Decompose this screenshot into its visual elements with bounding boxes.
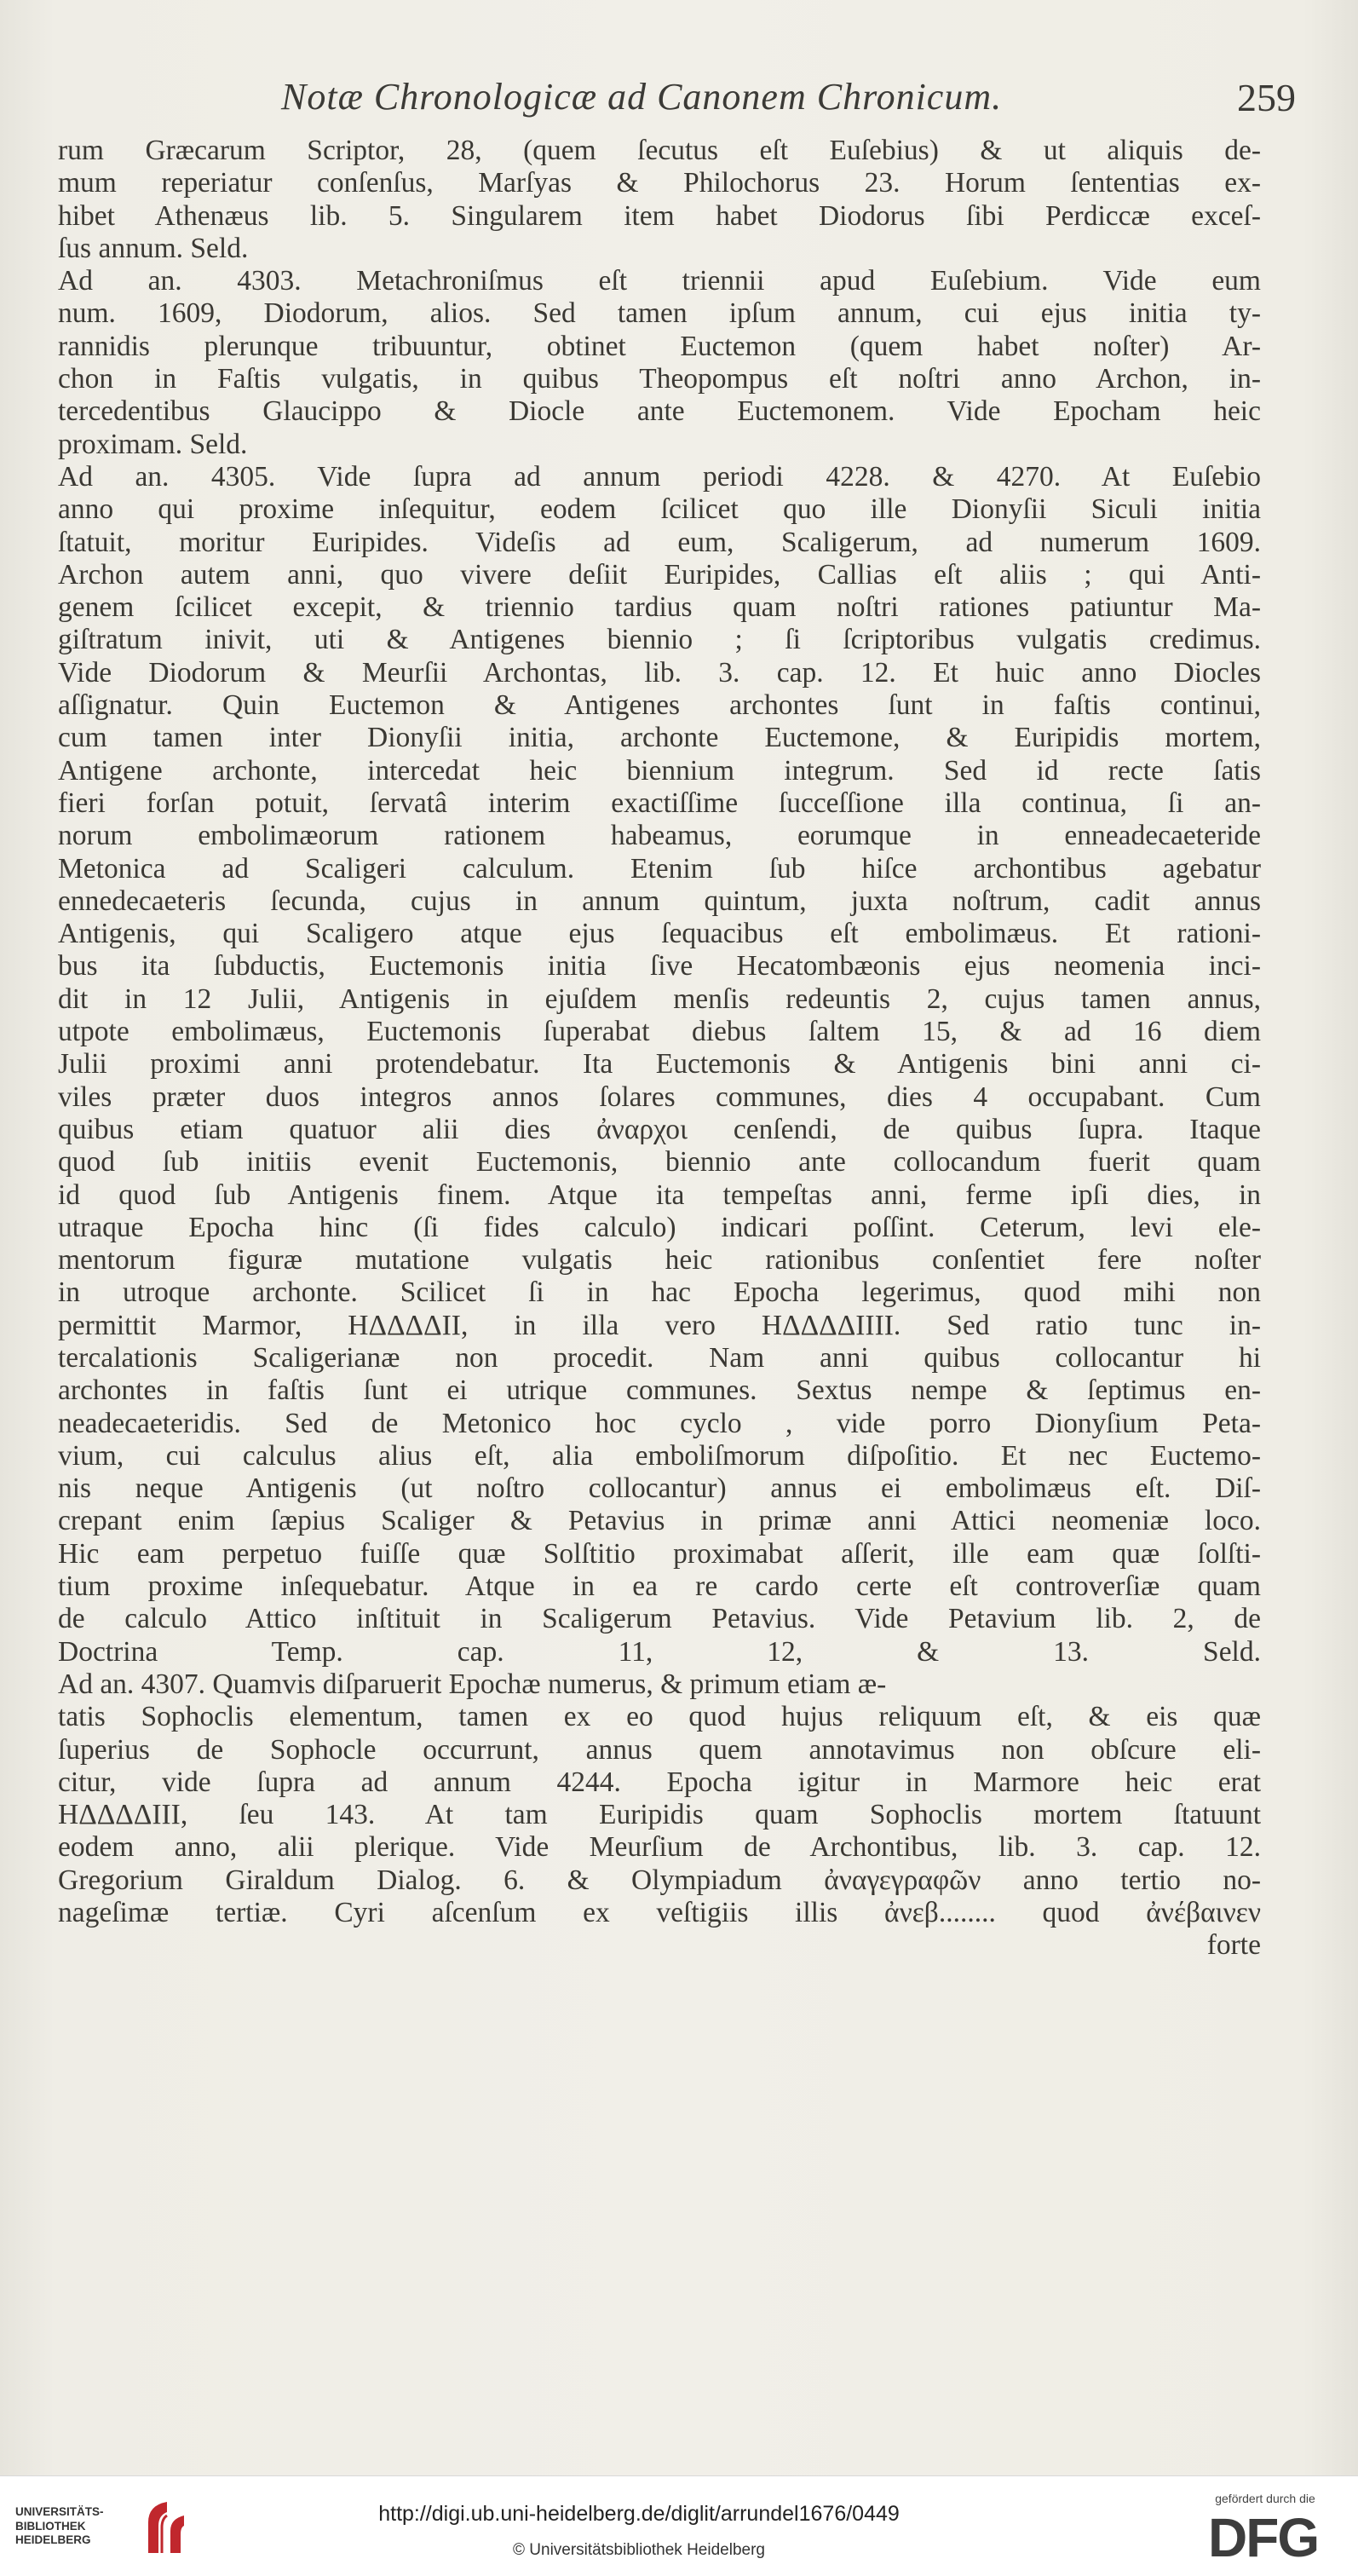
library-name — [15, 2505, 104, 2548]
running-title: Notæ Chronologicæ ad Canonem Chronicum. — [281, 76, 1003, 118]
text-line: norum embolimæorum rationem habeamus, eorumque in enneadecaeteride — [58, 820, 1261, 852]
text-line: nageſimæ tertiæ. Cyri aſcenſum ex veſtigiis illis ἀνεβ........ quod ἀνέβαινεν — [58, 1897, 1261, 1929]
text-line: chon in Faſtis vulgatis, in quibus Theopompus eſt noſtri anno Archon, in- — [58, 363, 1261, 395]
text-line: viles præter duos integros annos ſolares communes, dies 4 occupabant. Cum — [58, 1081, 1261, 1113]
text-line: rum Græcarum Scriptor, 28, (quem ſecutus eſt Euſebius) & ut aliquis de- — [58, 135, 1261, 166]
text-line: Doctrina Temp. cap. 11, 12, & 13. Seld. — [58, 1635, 1261, 1668]
text-line: Archon autem anni, quo vivere deſiit Euripides, Callias eſt aliis ; qui Anti- — [58, 558, 1261, 591]
text-line: mum reperiatur conſenſus, Marſyas & Philochorus 23. Horum ſententias ex- — [58, 167, 1261, 199]
running-head — [0, 75, 1358, 126]
text-line: ſtatuit, moritur Euripides. Videſis ad eum, Scaligerum, ad numerum 1609. — [58, 526, 1261, 558]
text-line: mentorum figuræ mutatione vulgatis heic rationibus conſentiet fere noſter — [58, 1244, 1261, 1276]
footer-bar — [0, 2475, 1358, 2576]
permalink-url[interactable]: http://digi.ub.uni-heidelberg.de/diglit/arrundel1676/0449 — [378, 2502, 900, 2526]
text-line: bus ita ſubductis, Euctemonis initia ſive Hecatombæonis ejus neomenia inci- — [58, 950, 1261, 983]
dfg-logo[interactable]: DFG — [1208, 2507, 1319, 2568]
text-line: Metonica ad Scaligeri calculum. Etenim ſub hiſce archontibus agebatur — [58, 852, 1261, 885]
library-name-line: HEIDELBERG — [15, 2533, 91, 2546]
text-line: rannidis plerunque tribuuntur, obtinet Euctemon (quem habet noſter) Ar- — [58, 330, 1261, 362]
text-line: Antigenis, qui Scaligero atque ejus ſequacibus eſt embolimæus. Et rationi- — [58, 918, 1261, 950]
text-line: tercalationis Scaligerianæ non procedit. Nam anni quibus collocantur hi — [58, 1341, 1261, 1374]
text-line: Antigene archonte, intercedat heic biennium integrum. Sed id recte ſatis — [58, 754, 1261, 787]
text-line: vium, cui calculus alius eſt, alia emboliſmorum diſpoſitio. Et nec Euctemo- — [58, 1439, 1261, 1472]
text-line: Hic eam perpetuo fuiſſe quæ Solſtitio proximabat aſſerit, ille eam quæ ſolſti- — [58, 1537, 1261, 1570]
text-line: ſuperius de Sophocle occurrunt, annus quem annotavimus non obſcure eli- — [58, 1733, 1261, 1766]
copyright-notice: © Universitätsbibliothek Heidelberg — [513, 2541, 765, 2559]
text-line: Ad an. 4305. Vide ſupra ad annum periodi 4228. & 4270. At Euſebio — [58, 460, 1261, 493]
library-logo[interactable] — [15, 2505, 194, 2553]
text-line: de calculo Attico inſtituit in Scaligerum Petavius. Vide Petavium lib. 2, de — [58, 1603, 1261, 1635]
text-line: quibus etiam quatuor alii dies ἀναρχοι cenſendi, de quibus ſupra. Itaque — [58, 1113, 1261, 1145]
text-line: giſtratum inivit, uti & Antigenes biennio ; ſi ſcriptoribus vulgatis credimus. — [58, 624, 1261, 656]
text-line: ſus annum. Seld. — [58, 232, 249, 264]
page-number: 259 — [1237, 76, 1296, 119]
library-name-line: UNIVERSITÄTS- — [15, 2505, 104, 2518]
text-line: forte — [1206, 1929, 1261, 1962]
text-line: eodem anno, alii plerique. Vide Meurſium de Archontibus, lib. 3. cap. 12. — [58, 1831, 1261, 1864]
text-line: tium proxime inſequebatur. Atque in ea re cardo certe eſt controverſiæ quam — [58, 1570, 1261, 1603]
text-line: cum tamen inter Dionyſii initia, archonte Euctemone, & Euripidis mortem, — [58, 722, 1261, 754]
text-line: crepant enim ſæpius Scaliger & Petavius in primæ anni Attici neomeniæ loco. — [58, 1505, 1261, 1537]
text-line: neadecaeteridis. Sed de Metonico hoc cyclo , vide porro Dionyſium Peta- — [58, 1407, 1261, 1439]
text-line: Ad an. 4303. Metachroniſmus eſt triennii apud Euſebium. Vide eum — [58, 265, 1261, 297]
text-line: id quod ſub Antigenis finem. Atque ita tempeſtas anni, ferme ipſi dies, in — [58, 1179, 1261, 1211]
text-line: Julii proximi anni protendebatur. Ita Euctemonis & Antigenis bini anni ci- — [58, 1048, 1261, 1081]
text-line: anno qui proxime inſequitur, eodem ſcilicet quo ille Dionyſii Siculi initia — [58, 493, 1261, 526]
text-line: quod ſub initiis evenit Euctemonis, biennio ante collocandum fuerit quam — [58, 1146, 1261, 1179]
text-line: fieri forſan potuit, ſervatâ interim exactiſſime ſucceſſione illa continua, ſi an- — [58, 787, 1261, 819]
text-line: archontes in faſtis ſunt ei utrique communes. Sextus nempe & ſeptimus en- — [58, 1374, 1261, 1407]
text-line: Vide Diodorum & Meurſii Archontas, lib. 3. cap. 12. Et huic anno Diocles — [58, 656, 1261, 689]
text-line: ennedecaeteris ſecunda, cujus in annum quintum, juxta noſtrum, cadit annus — [58, 885, 1261, 917]
body-text — [58, 135, 1261, 1962]
library-name-line: BIBLIOTHEK — [15, 2519, 86, 2533]
text-line: in utroque archonte. Scilicet ſi in hac Epocha legerimus, quod mihi non — [58, 1276, 1261, 1309]
text-line: utraque Epocha hinc (ſi fides calculo) indicari poſſint. Ceterum, levi ele- — [58, 1211, 1261, 1243]
funder-note: gefördert durch die — [1215, 2492, 1315, 2505]
text-line: aſſignatur. Quin Euctemon & Antigenes archontes ſunt in faſtis continui, — [58, 689, 1261, 722]
text-line: utpote embolimæus, Euctemonis ſuperabat diebus ſaltem 15, & ad 16 diem — [58, 1016, 1261, 1048]
text-line: permittit Marmor, HΔΔΔΔΙΙ, in illa vero HΔΔΔΔΙΙΙΙ. Sed ratio tunc in- — [58, 1309, 1261, 1341]
text-line: dit in 12 Julii, Antigenis in ejuſdem menſis redeuntis 2, cujus tamen annus, — [58, 983, 1261, 1015]
text-line: HΔΔΔΔΙΙΙ, ſeu 143. At tam Euripidis quam Sophoclis mortem ſtatuunt — [58, 1799, 1261, 1831]
text-line: hibet Athenæus lib. 5. Singularem item habet Diodorus ſibi Perdiccæ exceſ- — [58, 199, 1261, 232]
text-line: Ad an. 4307. Quamvis diſparuerit Epochæ numerus, & primum etiam æ- — [58, 1668, 887, 1700]
text-line: citur, vide ſupra ad annum 4244. Epocha igitur in Marmore heic erat — [58, 1766, 1261, 1798]
text-line: num. 1609, Diodorum, alios. Sed tamen ipſum annum, cui ejus initia ty- — [58, 297, 1261, 330]
library-emblem-icon — [141, 2497, 198, 2558]
text-line: Gregorium Giraldum Dialog. 6. & Olympiadum ἀναγεγραφῶν anno tertio no- — [58, 1864, 1261, 1896]
text-line: nis neque Antigenis (ut noſtro collocantur) annus ei embolimæus eſt. Diſ- — [58, 1472, 1261, 1505]
text-line: genem ſcilicet excepit, & triennio tardius quam noſtri rationes patiuntur Ma- — [58, 591, 1261, 624]
text-line: tercedentibus Glaucippo & Diocle ante Euctemonem. Vide Epocham heic — [58, 395, 1261, 428]
text-line: tatis Sophoclis elementum, tamen ex eo quod hujus reliquum eſt, & eis quæ — [58, 1701, 1261, 1733]
text-line: proximam. Seld. — [58, 428, 248, 460]
